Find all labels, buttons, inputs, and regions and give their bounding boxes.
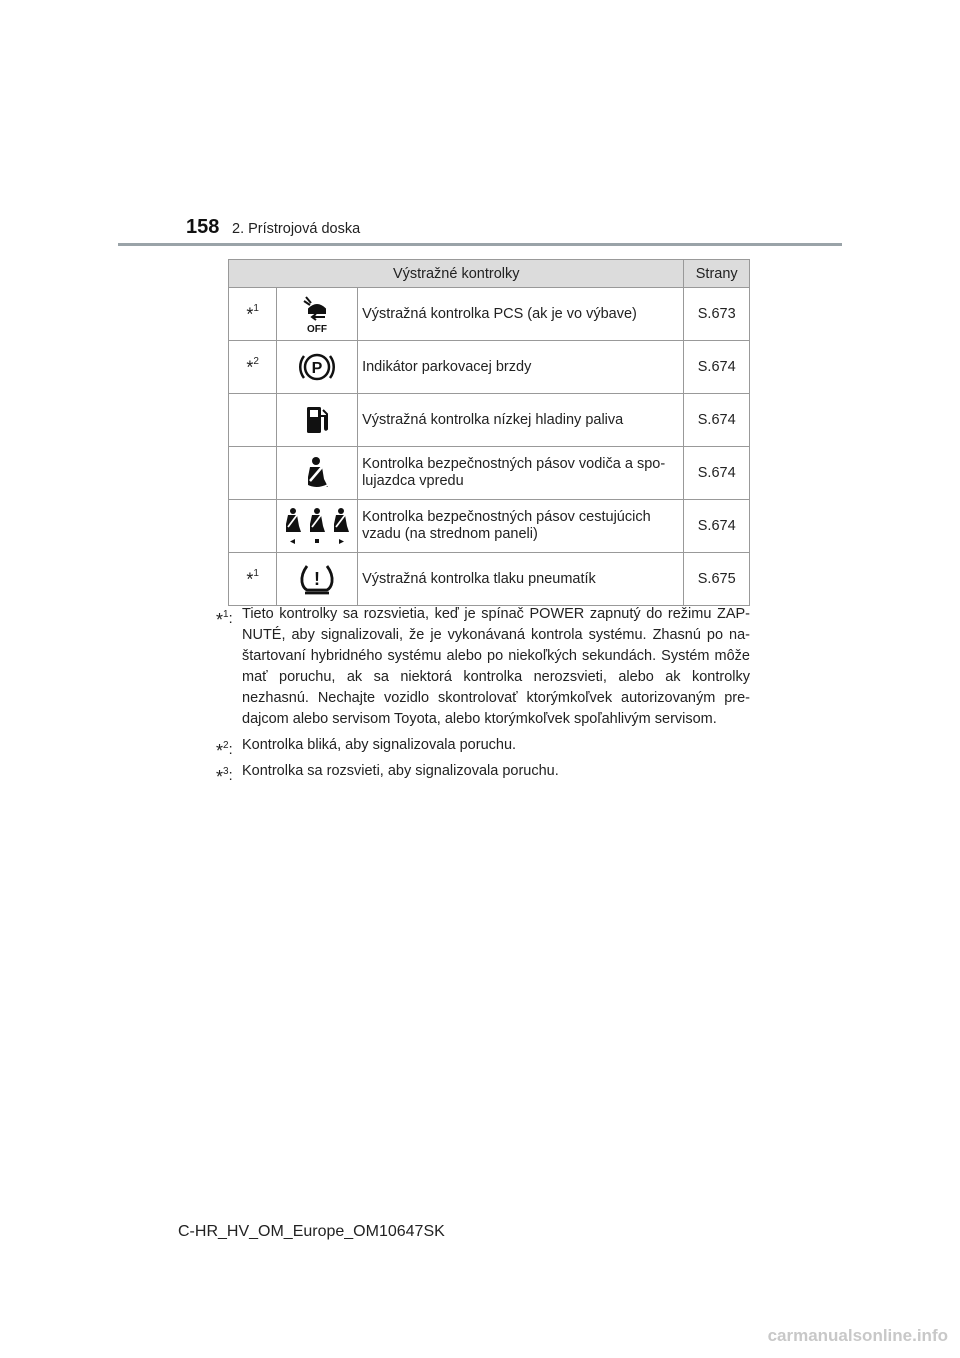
row-description: Výstražná kontrolka tlaku pneumatík (358, 553, 684, 606)
row-page-ref: S.674 (684, 341, 750, 394)
footnote (216, 761, 750, 787)
footnote-mark: *$^1$ (229, 288, 277, 341)
table-row (229, 500, 750, 553)
row-page-ref: S.674 (684, 500, 750, 553)
footnote-key: *$^2$: (216, 740, 233, 761)
table-row (229, 288, 750, 341)
tire-exclamation: ! (314, 569, 321, 589)
table-header-row (229, 260, 750, 288)
footnote-mark (229, 394, 277, 447)
rear-seatbelt-icon (277, 500, 358, 553)
table-row (229, 341, 750, 394)
column-header-lights: Výstražné kontrolky (229, 260, 684, 288)
footnote-mark (229, 500, 277, 553)
row-page-ref: S.673 (684, 288, 750, 341)
pcs-off-label: OFF (307, 324, 328, 335)
tire-pressure-icon (277, 553, 358, 606)
section-title: 2. Prístrojová doska (232, 221, 361, 237)
row-page-ref: S.674 (684, 447, 750, 500)
footnote-text: Kontrolka sa rozsvieti, aby signalizovala poruchu. (242, 763, 559, 779)
parking-brake-icon (277, 341, 358, 394)
footnote (216, 604, 750, 730)
fuel-pump-icon (277, 394, 358, 447)
row-description: Kontrolka bezpečnostných pásov vodiča a spo-lujazdca vpredu (358, 447, 684, 500)
footnote-text: Tieto kontrolky sa rozsvietia, keď je spínač POWER zapnutý do režimu ZAP-NUTÉ, aby signalizovali, že je vykonávaná kontrola systému. Zhasnú po na-štartovaní hybridného systému alebo po niekoľkých sekundách. Systém môže mať poruchu, ak sa niektorá kontrolka nerozsvieti, alebo ak kontrolky nezhasnú. Nechajte vozidlo skontrolovať ktorýmkoľvek autorizovaným pre-dajcom alebo servisom Toyota, alebo ktorýmkoľvek spoľahlivým servisom. (242, 606, 750, 727)
table-row (229, 394, 750, 447)
warning-lights-table (228, 259, 750, 606)
footnote-text: Kontrolka bliká, aby signalizovala poruchu. (242, 737, 517, 753)
footnote-mark (229, 447, 277, 500)
row-page-ref: S.674 (684, 394, 750, 447)
row-description: Indikátor parkovacej brzdy (358, 341, 684, 394)
footnote-mark: *$^1$ (229, 553, 277, 606)
footnotes (216, 604, 750, 787)
row-description: Výstražná kontrolka nízkej hladiny paliva (358, 394, 684, 447)
parking-letter: P (311, 360, 323, 377)
row-page-ref: S.675 (684, 553, 750, 606)
pcs-off-icon (277, 288, 358, 341)
row-description: Kontrolka bezpečnostných pásov cestujúcich vzadu (na strednom paneli) (358, 500, 684, 553)
footnote (216, 735, 750, 761)
footnote-key: *$^3$: (216, 766, 233, 787)
header-rule (118, 243, 842, 246)
page-number: 158 (186, 216, 220, 238)
watermark: carmanualsonline.info (767, 1326, 948, 1345)
footnote-mark: *$^2$ (229, 341, 277, 394)
column-header-pages: Strany (684, 260, 750, 288)
row-description: Výstražná kontrolka PCS (ak je vo výbave) (358, 288, 684, 341)
footnote-key: *$^1$: (216, 609, 233, 630)
table-row (229, 553, 750, 606)
document-footer: C-HR_HV_OM_Europe_OM10647SK (178, 1223, 445, 1240)
seatbelt-icon (277, 447, 358, 500)
table-row (229, 447, 750, 500)
